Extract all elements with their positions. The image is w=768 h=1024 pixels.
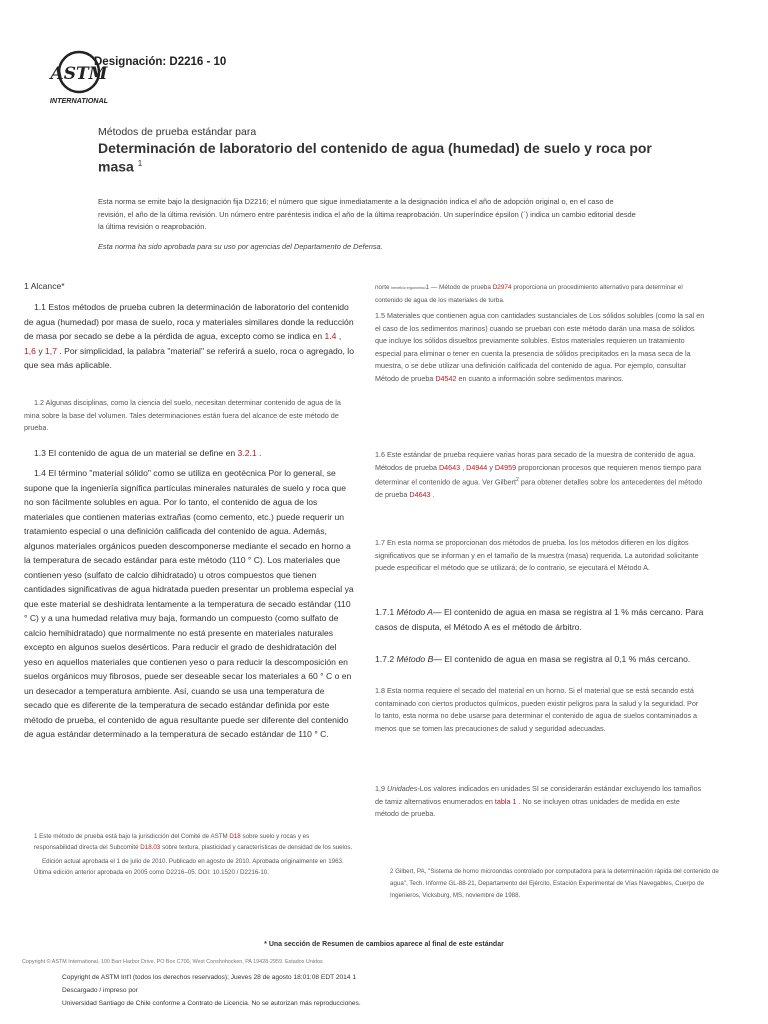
ref-3-2-1[interactable]: 3.2.1	[237, 448, 257, 458]
page-number: 1	[352, 974, 357, 981]
method-b-label: Método B—	[396, 654, 442, 664]
para-1-3: 1.3 El contenido de agua de un material se define en 3.2.1 .	[34, 448, 262, 458]
footnote-1-c: sobre textura, plasticidad y características de densidad de los suelos.	[161, 844, 353, 851]
title-text: Determinación de laboratorio del contenido de agua (humedad) de suelo y roca por masa	[98, 140, 652, 175]
ref-d4643-b[interactable]: D4643	[409, 490, 431, 500]
para-1-2: 1.2 Algunas disciplinas, como la ciencia del suelo, necesitan determinar contenido de agua de la mina sobre la base del volumen. Tales determinaciones están fuera del alcance de este método de prueba.	[24, 398, 341, 433]
para-1-5-text-b: en cuanto a información sobre sedimentos marinos.	[458, 373, 624, 383]
para-1-9-num: 1,9	[375, 784, 385, 793]
ref-d4944[interactable]: D4944	[466, 462, 488, 472]
para-1-6-text-b: proporcionan procesos que requieren menos tiempo para determinar el contenido de agua. Ver Gilbert	[375, 462, 702, 487]
footnote-2-mark: 2	[516, 477, 519, 484]
para-1-3-text: 1.3 El contenido de agua de un material se define en	[34, 448, 236, 458]
para-1-9-text: Los valores indicados en unidades SI se considerarán estándar excluyendo los tamaños de tamiz alternativos enumerados en	[375, 784, 702, 806]
license-line-2: Descargado / impreso por	[62, 987, 138, 994]
title-footnote-mark: 1	[137, 159, 143, 168]
method-a-label: Método A—	[396, 607, 442, 617]
ref-d4542[interactable]: D4542	[435, 373, 457, 383]
para-1-7-2-text: El contenido de agua en masa se registra al 0,1 % más cercano.	[444, 654, 691, 664]
para-1-1-text-b: . Por simplicidad, la palabra "material" se referirá a suelo, roca o agregado, lo que sea más aplicable.	[24, 345, 354, 370]
para-1-4: 1.4 El término "material sólido" como se utiliza en geotécnica Por lo general, se supone que la ingeniería significa partículas minerales naturales de suelo y roca que no son fácilmente solubles en agua. Por lo tanto, el contenido de agua de los materiales que contienen materias extrañas (como cemento, etc.) puede requerir un tratamiento especial o una definición calificada del contenido de agua. Además, algunos materiales orgánicos pueden descomponerse mediante el secado en horno a la temperatura de secado estándar para este método (110 ° C). Los materiales que contienen yeso (sulfato de calcio dihidratado) u otros compuestos que tienen cantidades significativas de agua hidratada pueden presentar un problema especial ya que este material se deshidrata lentamente a la temperatura de secado estándar (110 ° C) y a una humedad relativa muy baja, formando un compuesto (como sulfato de calcio hemihidratado) que normalmente no está presente en materiales naturales excepto en algunos suelos desérticos. Para reducir el grado de deshidratación del yeso en aquellos materiales que contienen yeso o para reducir la descomposición en suelos orgánicos muy fibrosos, puede ser deseable secar los materiales a 60 ° C o en un desecador a temperatura ambiente. Así, cuando se usa una temperatura de secado que es diferente de la temperatura de secado estándar definida por este método de prueba, el contenido de agua resultante puede ser diferente del contenido de agua estándar determinado a la temperatura de secado estándar de 110 ° C.	[24, 468, 354, 739]
license-footer	[62, 971, 361, 1010]
note-1-b: 1 — Método de prueba	[425, 284, 491, 291]
doc-subtitle: Métodos de prueba estándar para	[98, 126, 257, 138]
footnote-1	[34, 831, 354, 878]
para-1-6-text-c: para obtener detalles sobre los antecedentes del método de prueba	[375, 477, 703, 500]
para-1-6: 1.6 Este estándar de prueba requiere varias horas para secado de la muestra de contenido de agua. Métodos de prueba D4643 , D4944 y D4959 proporcionan procesos que requieren menos tiempo para determinar el contenido de agua. Ver Gilbert$^2$ para obtener detalles sobre los antecedentes del método de prueba D4643 .	[375, 450, 703, 500]
footnote-1-text	[34, 831, 354, 853]
para-1-7-1-text: El contenido de agua en masa se registra al 1 % más cercano. Para casos de disputa, el Método A es el método de árbitro.	[375, 607, 704, 632]
ref-1-6[interactable]: 1,6	[24, 345, 36, 356]
footnote-2: 2 Gilbert, PA, "Sistema de horno microondas controlado por computadora para la determinación rápida del contenido de agua", Tech. Informe GL-88-21, Departamento del Ejército, Estación Experimental de Vías Navegables, Cuerpo de Ingenieros, Vicksburg, MS, noviembre de 1988.	[390, 868, 719, 899]
license-line-1	[62, 971, 361, 984]
ref-d18[interactable]: D18	[229, 833, 241, 840]
edition-note: Edición actual aprobada el 1 de julio de 2010. Publicado en agosto de 2010. Aprobada originalmente en 1963. Última edición anterior aprobada en 2005 como D2216–05. DOI: 10.1520 / D2216-10.	[34, 858, 344, 876]
note-1-tiny: beneficio ergonómico	[391, 286, 426, 290]
footnote-1-b: sobre suelo y rocas y es responsabilidad directa del Subcomité	[34, 833, 310, 851]
doc-title	[98, 141, 658, 175]
para-1-6-y: y	[489, 462, 493, 472]
defense-note: Esta norma ha sido aprobada para su uso por agencias del Departamento de Defensa.	[98, 242, 383, 251]
para-1-1: 1.1 Estos métodos de prueba cubren la determinación de laboratorio del contenido de agua (humedad) por masa de suelo, roca y materiales similares donde la reducción de masa por secado se debe a la pérdida de agua, excepto como se indica en 1.4 , 1,6 y 1,7 . Por simplicidad, la palabra "material" se referirá a suelo, roca o agregado, lo que sea más aplicable.	[24, 302, 354, 370]
ref-d18-03[interactable]: D18.03	[140, 844, 161, 851]
para-1-5-text: 1.5 Materiales que contienen agua con cantidades sustanciales de Los sólidos solubles (como la sal en el caso de los sedimentos marinos) cuando se prueban con este método darán una masa de sólidos que incluye los sólidos disueltos previamente solubles. Estos materiales requieren un tratamiento especial para eliminar o tener en cuenta la presencia de sólidos precipitados en la masa seca de la muestra, o se debe utilizar una definición calificada del contenido de agua. Por ejemplo, consultar Método de prueba	[375, 311, 705, 383]
ref-d4959[interactable]: D4959	[494, 462, 517, 472]
intro-paragraph: Esta norma se emite bajo la designación fija D2216; el número que sigue inmediatamente a la designación indica el año de adopción original o, en el caso de revisión, el año de la última revisión. Un número entre paréntesis indica el año de la última reaprobación. Un superíndice épsilon (´) indica un cambio editorial desde la última revisión o reaprobación.	[98, 197, 636, 231]
para-1-6-text: 1.6 Este estándar de prueba requiere varias horas para secado de la muestra de contenido de agua. Métodos de prueba	[375, 450, 696, 472]
license-line-3: Universidad Santiago de Chile conforme a Contrato de Licencia. No se autorizan más reproducciones.	[62, 1000, 361, 1007]
note-1	[375, 282, 705, 307]
para-1-9-text-b: . No se incluyen otras unidades de medida en este método de prueba.	[375, 796, 680, 819]
note-1-c: proporciona un procedimiento alternativo para determinar el contenido de agua de los materiales de turba.	[375, 284, 683, 304]
units-label: Unidades-	[387, 784, 420, 793]
logo-subtext: INTERNATIONAL	[49, 96, 109, 105]
copyright-line: Copyright © ASTM International, 100 Barr Harbor Drive, PO Box C700, West Conshohocken, PA 19428-2959. Estados Unidos	[22, 959, 323, 965]
designation: Designación: D2216 - 10	[94, 56, 227, 68]
logo-text: ASTM	[50, 64, 108, 84]
para-1-7: 1.7 En esta norma se proporcionan dos métodos de prueba. los los métodos difieren en los dígitos significativos que se informan y en el tamaño de la muestra (masa) requerida. La autoridad solicitante puede especificar el método que se utilizará; de lo contrario, se ejecutará el Método A.	[375, 538, 699, 573]
para-1-7-1-num: 1.7.1	[375, 607, 395, 617]
ref-d4643[interactable]: D4643	[438, 462, 461, 472]
para-1-7-2	[375, 652, 705, 667]
ref-1-4[interactable]: 1.4	[324, 331, 337, 341]
section-1-heading: 1 Alcance*	[24, 281, 65, 291]
ref-1-7[interactable]: 1,7	[45, 345, 57, 356]
para-1-1-text: 1.1 Estos métodos de prueba cubren la determinación de laboratorio del contenido de agua (humedad) por masa de suelo, roca y materiales similares donde la reducción de masa por secado se debe a la pérdida de agua, excepto como se indica en	[24, 302, 354, 341]
footnote-1-a: 1 Este método de prueba está bajo la jurisdicción del Comité de ASTM	[34, 833, 228, 840]
para-1-9	[375, 783, 705, 821]
para-1-5	[375, 310, 705, 386]
ref-d2974[interactable]: D2974	[492, 284, 512, 291]
note-1-label: norte	[375, 284, 390, 291]
para-1-7-1	[375, 605, 705, 634]
license-line-1-text: Copyright de ASTM Int'l (todos los derechos reservados); Jueves 28 de agosto 18:01:08 EDT 2014	[62, 974, 351, 981]
para-1-8: 1.8 Esta norma requiere el secado del material en un horno. Si el material que se está secando está contaminado con ciertos productos químicos, pueden existir peligros para la salud y la seguridad. Por lo tanto, esta norma no debe usarse para determinar el contenido de agua de suelos contaminados a menos que se tomen las precauciones de salud y seguridad adecuadas.	[375, 686, 699, 733]
para-1-7-2-num: 1.7.2	[375, 654, 395, 664]
summary-of-changes-note: * Una sección de Resumen de cambios aparece al final de este estándar	[264, 941, 504, 948]
ref-table-1[interactable]: tabla 1	[494, 796, 517, 806]
